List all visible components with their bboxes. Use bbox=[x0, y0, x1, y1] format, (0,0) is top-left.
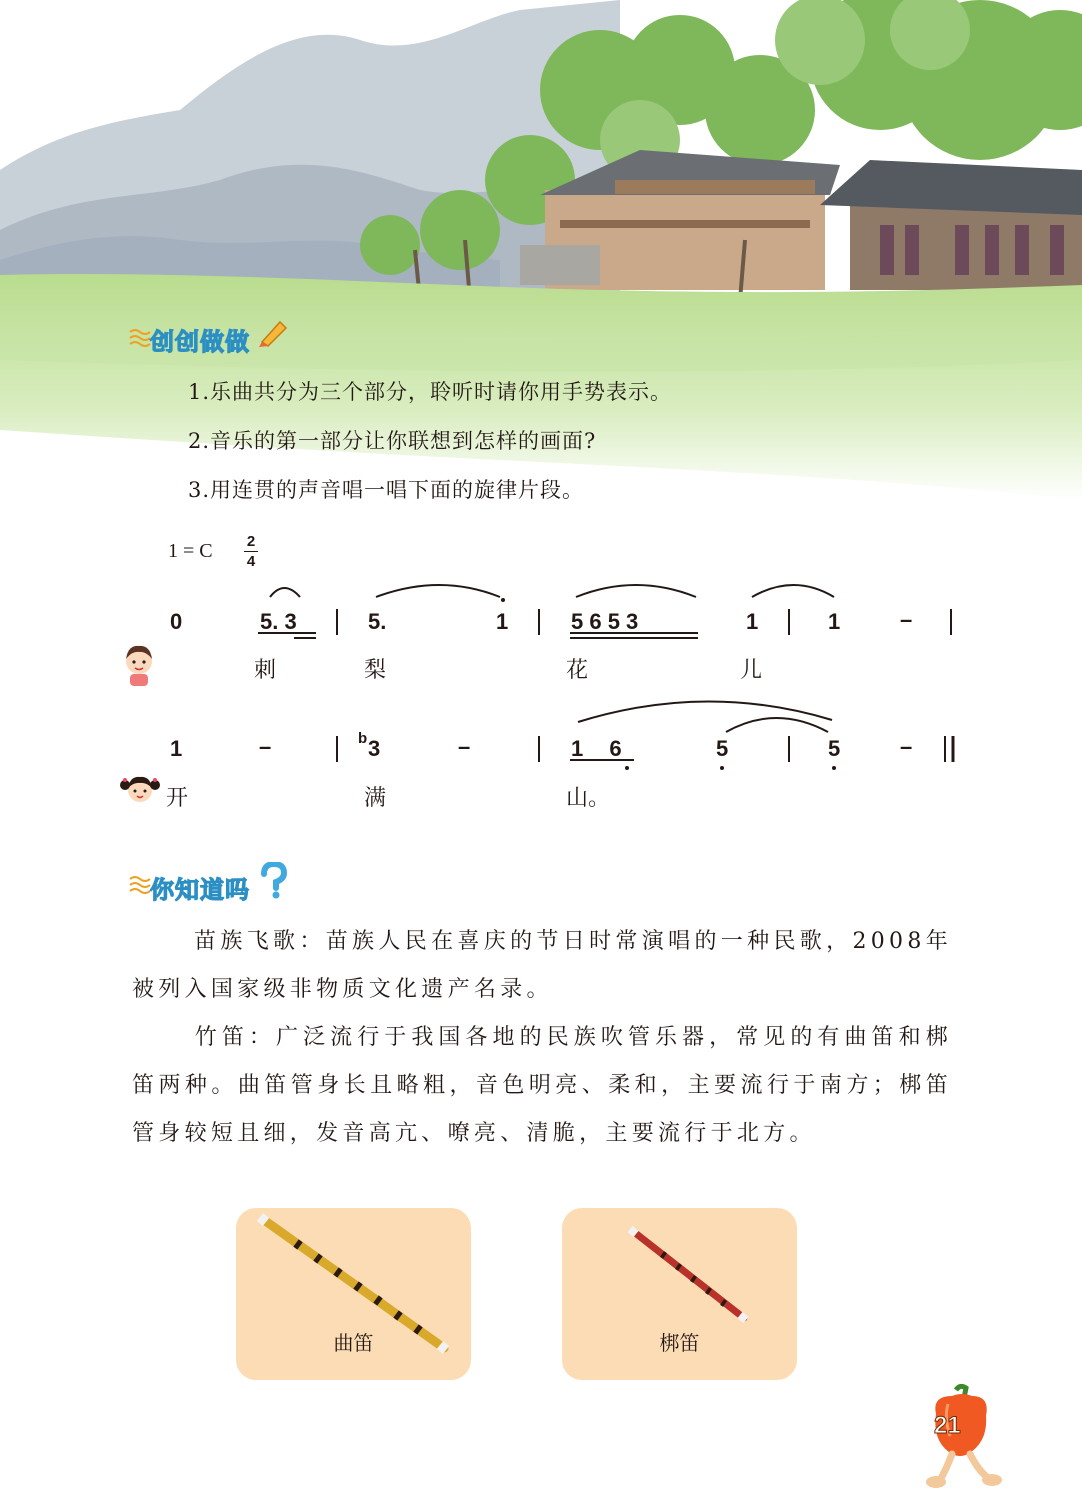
lyric: 儿 bbox=[740, 658, 763, 683]
lyric: 满 bbox=[364, 786, 387, 811]
flat-sign: b bbox=[358, 730, 368, 747]
time-signature bbox=[244, 532, 258, 571]
lyric: 山。 bbox=[566, 786, 611, 811]
key-signature: 1 = C bbox=[168, 540, 213, 562]
question-1: 1.乐曲共分为三个部分，聆听时请你用手势表示。 bbox=[188, 380, 673, 404]
note: 1 bbox=[828, 609, 841, 634]
flute-label: 梆笛 bbox=[659, 1331, 700, 1355]
paragraph-text: 苗族飞歌：苗族人民在喜庆的节日时常演唱的一种民歌，2008年被列入国家级非物质文化遗产名录。 bbox=[132, 929, 952, 1002]
note: – bbox=[259, 734, 272, 759]
note: 0 bbox=[170, 609, 183, 634]
note: 5. 3 bbox=[260, 609, 297, 634]
pencil-icon bbox=[256, 318, 290, 348]
boy-avatar-icon bbox=[122, 643, 156, 687]
lyric: 刺 bbox=[254, 658, 277, 683]
note: – bbox=[900, 607, 913, 632]
note: 5. bbox=[368, 609, 387, 634]
section-title-did-you-know: 你知道吗 bbox=[150, 876, 250, 904]
question-2: 2.音乐的第一部分让你联想到怎样的画面? bbox=[188, 429, 597, 453]
section-title-create: 创创做做 bbox=[150, 328, 250, 356]
flute-label: 曲笛 bbox=[333, 1331, 374, 1355]
lyric: 花 bbox=[566, 658, 589, 683]
paragraph-bamboo-flute bbox=[132, 1014, 952, 1158]
girl-avatar-icon bbox=[120, 773, 160, 807]
note: 5 6 5 3 bbox=[571, 609, 639, 634]
note: 1 bbox=[496, 609, 509, 634]
time-signature-top: 2 bbox=[246, 533, 256, 550]
paragraph-text: 竹笛：广泛流行于我国各地的民族吹管乐器，常见的有曲笛和梆笛两种。曲笛管身长且略粗，音色明亮、柔和，主要流行于南方；梆笛管身较短且细，发音高亢、嘹亮、清脆，主要流行于北方。 bbox=[132, 1025, 952, 1146]
note: 1 bbox=[746, 609, 759, 634]
note: 1 bbox=[170, 736, 183, 761]
lyric: 开 bbox=[166, 786, 189, 811]
flute-card-qudi bbox=[236, 1208, 471, 1380]
note: 1 6 bbox=[571, 736, 632, 761]
page-number: 21 bbox=[934, 1412, 961, 1439]
question-3: 3.用连贯的声音唱一唱下面的旋律片段。 bbox=[188, 478, 585, 502]
note: 5 bbox=[716, 736, 729, 761]
paragraph-miao-feige bbox=[132, 918, 952, 1014]
note: – bbox=[458, 734, 471, 759]
note: 3 bbox=[368, 736, 381, 761]
score-row-1-marks bbox=[0, 575, 1082, 645]
flute-card-bangdi bbox=[562, 1208, 797, 1380]
note: 5 bbox=[828, 736, 841, 761]
wavy-lines-icon bbox=[128, 327, 152, 349]
wavy-lines-icon bbox=[128, 874, 152, 896]
lyric: 梨 bbox=[364, 658, 387, 683]
pepper-mascot-icon bbox=[918, 1384, 1004, 1494]
score-row-2-marks bbox=[0, 690, 1082, 780]
question-mark-icon bbox=[258, 862, 288, 900]
time-signature-bottom: 4 bbox=[246, 553, 256, 570]
note: – bbox=[900, 734, 913, 759]
